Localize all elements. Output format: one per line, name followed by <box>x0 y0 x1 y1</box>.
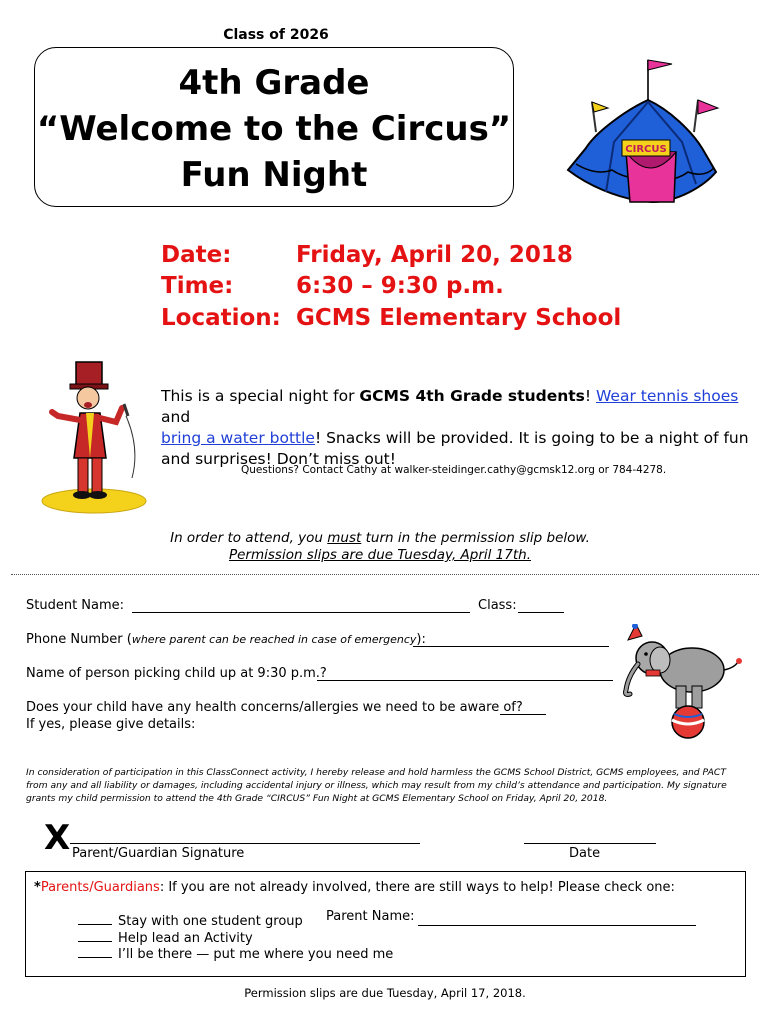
attend-text-a: In order to attend, you <box>170 530 328 546</box>
student-name-label: Student Name: <box>26 598 125 613</box>
class-field[interactable] <box>518 612 564 613</box>
option-be-there[interactable] <box>78 947 393 962</box>
date-field[interactable] <box>524 843 656 844</box>
intro-text-1: This is a special night for <box>161 387 360 405</box>
intro-bold-students: GCMS 4th Grade students <box>359 387 585 405</box>
parent-name-field[interactable] <box>418 925 696 926</box>
location-value: GCMS Elementary School <box>296 305 622 331</box>
intro-text-4: ! Snacks will be provided. It is going to be a night of fun and surprises! Don’t miss out! <box>161 429 749 468</box>
phone-field[interactable] <box>413 646 609 647</box>
phone-row <box>26 632 426 647</box>
title-box <box>34 47 514 207</box>
option-student-group[interactable] <box>78 914 303 929</box>
intro-paragraph <box>161 386 761 470</box>
parents-guardians-label: Parents/Guardians <box>40 880 160 895</box>
pickup-field[interactable] <box>317 680 613 681</box>
circus-tent-illustration <box>556 52 726 212</box>
class-label: Class: <box>478 598 517 613</box>
intro-text-3: and <box>161 408 191 426</box>
liability-release-text: In consideration of participation in this ClassConnect activity, I hereby release and hold harmless the GCMS School District, GCMS employees, and PACT from any and all liability or damages, including accidental injury or illness, which may result from my child’s attendance and participation. My signature grants my child permission to attend the 4th Grade “CIRCUS” Fun Night at GCMS Elementary School on Friday, April 20, 2018. <box>26 767 727 804</box>
phone-note: where parent can be reached in case of emergency <box>131 633 417 646</box>
cut-line <box>11 574 759 575</box>
option-label: Stay with one student group <box>118 914 303 929</box>
volunteer-prompt: : If you are not already involved, there are still ways to help! Please check one: <box>159 880 675 895</box>
attend-must: must <box>327 530 362 546</box>
phone-close: ): <box>416 632 426 647</box>
title-line-2: “Welcome to the Circus” <box>36 109 512 149</box>
water-bottle-link[interactable]: bring a water bottle <box>161 429 315 447</box>
time-value: 6:30 – 9:30 p.m. <box>296 273 504 299</box>
student-name-row <box>26 598 124 613</box>
option-label: Help lead an Activity <box>118 931 253 946</box>
health-details-label: If yes, please give details: <box>26 717 196 732</box>
date-label: Date: <box>161 242 232 268</box>
footer-due-date: Permission slips are due Tuesday, April 17, 2018. <box>244 986 526 1000</box>
date-value: Friday, April 20, 2018 <box>296 242 573 268</box>
attend-notice-line-1 <box>0 529 760 547</box>
location-label: Location: <box>161 305 281 331</box>
date-label: Date <box>569 846 601 861</box>
signature-x-mark: X <box>44 818 71 858</box>
option-checkbox[interactable] <box>78 931 112 942</box>
tennis-shoes-link[interactable]: Wear tennis shoes <box>596 387 739 405</box>
option-label: I’ll be there — put me where you need me <box>118 947 394 962</box>
option-checkbox[interactable] <box>78 914 112 925</box>
ringmaster-illustration <box>36 358 154 516</box>
health-answer-field[interactable] <box>500 714 546 715</box>
student-name-field[interactable] <box>132 612 470 613</box>
health-question: Does your child have any health concerns/allergies we need to be aware of? <box>26 700 523 715</box>
attend-text-b: turn in the permission slip below. <box>361 530 590 546</box>
time-label: Time: <box>161 273 234 299</box>
title-line-3: Fun Night <box>180 155 368 195</box>
pickup-label: Name of person picking child up at 9:30 p.m.? <box>26 666 327 681</box>
tent-sign-text: CIRCUS <box>625 144 667 155</box>
asterisk: * <box>34 880 41 895</box>
attend-notice-line-2: Permission slips are due Tuesday, April 17th. <box>228 547 531 563</box>
elephant-illustration <box>620 624 746 742</box>
intro-text-2: ! <box>584 387 597 405</box>
volunteer-heading <box>34 880 675 895</box>
parent-name-label: Parent Name: <box>326 909 415 924</box>
option-lead-activity[interactable] <box>78 931 253 946</box>
title-line-1: 4th Grade <box>178 63 370 103</box>
signature-label: Parent/Guardian Signature <box>72 846 245 861</box>
questions-contact: Questions? Contact Cathy at walker-steidinger.cathy@gcmsk12.org or 784-4278. <box>241 464 667 476</box>
phone-label: Phone Number ( <box>26 632 132 647</box>
class-of-label: Class of 2026 <box>223 27 329 43</box>
signature-field[interactable] <box>70 843 420 844</box>
option-checkbox[interactable] <box>78 947 112 958</box>
